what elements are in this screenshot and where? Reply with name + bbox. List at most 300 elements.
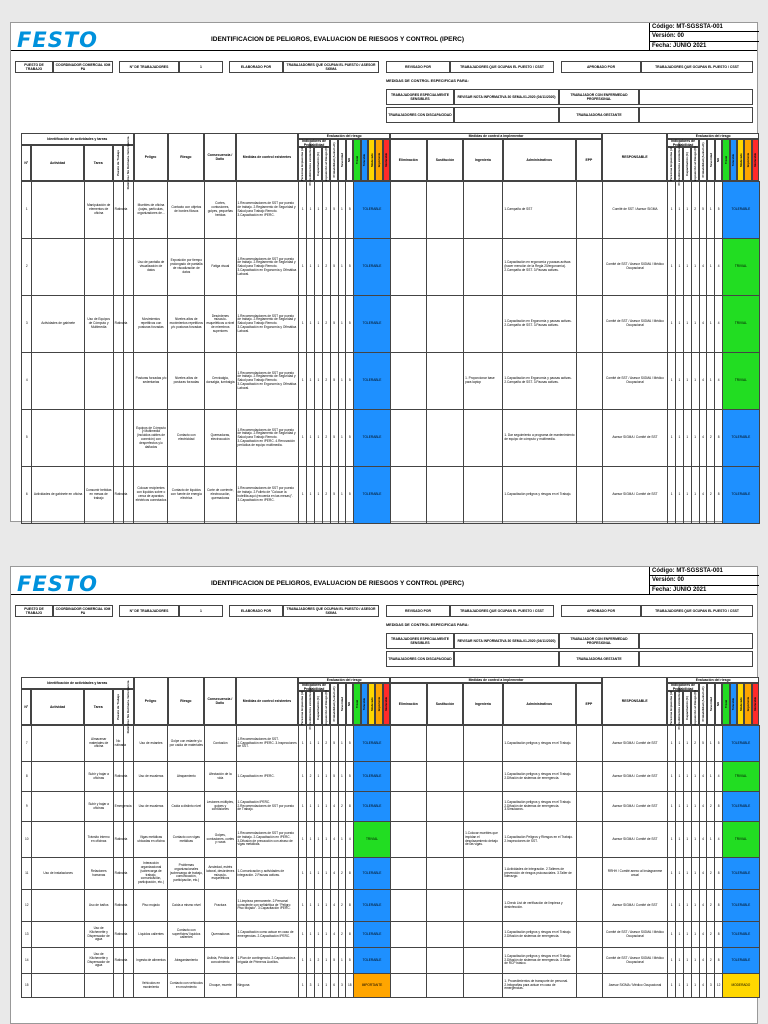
header-level-intolerable-2-label: Intolerable [753,696,758,712]
header-severidad [338,683,346,725]
row-residual-value: 4 [699,296,707,353]
row-eval-value: 5 [346,353,354,410]
row-puesto [113,410,123,467]
header-level-intolerable [383,139,390,181]
row-peligro: Uso de pantalla de visualización de datos [134,239,168,296]
row-residual-value: 8 [715,948,723,974]
row-puesto: Rutinaria [113,858,123,890]
row-number: 15 [22,974,32,998]
header-probabilidad [330,683,338,725]
row-peligro: Uso de estantes [134,726,168,762]
row-administrativos: 1.Capacitación en Ergonomía y pausas activas. 2.Campaña de SST. 3.Pausas activas. [503,353,576,410]
row-ingenieria: 1.Colocar muebles que impidan el desplazamiento debajo de las vigas. [464,822,503,858]
row-medidas: 1.Recomendaciones de SST por puesto de trabajo. 2.Reglamento de Seguridad y Salud para Trabajo Remoto. 3.Capacitación en Ergonomía y Ofimática Laboral. [236,353,299,410]
row-residual-value: 4 [699,922,707,948]
row-consecuencia: Lesiones múltiples, golpes y contusiones [205,792,236,822]
aprobado-label: APROBADO POR [561,605,641,617]
row-puesto [113,353,123,410]
row-eval-value: 5 [346,410,354,467]
medidas-especificas-title: MEDIDAS DE CONTROL ESPECIFICAS PARA: [386,79,469,83]
row-residual-value: 1 [707,182,715,239]
row-eliminacion [390,182,427,239]
row-residual-value: 1 [691,410,699,467]
row-eliminacion [390,726,427,762]
row-residual-value: 1 [676,182,684,239]
row-residual-value: 1 [676,974,684,998]
row-puesto: Rutinaria [113,890,123,922]
row-eval-value: 1 [314,792,322,822]
row-residual-value: 4 [699,948,707,974]
row-eliminacion [390,239,427,296]
header-puesto-label: Puesto de Trabajo [115,694,120,720]
row-eval-value: 5 [346,762,354,792]
row-eval-value: 1 [307,410,315,467]
header-identificacion: Identificación de actividades y tareas [21,133,134,145]
row-epp [576,922,602,948]
row-residual-value: 4 [699,239,707,296]
row-eval-value: 5 [346,182,354,239]
row-puesto: Emergencia [113,792,123,822]
row-eval-value: 1 [307,239,315,296]
row-sustitucion [427,948,464,974]
header-level-intolerable-2 [752,139,759,181]
enfermedad-label: TRABAJADOR CON ENFERMEDAD PROFESIONAL [559,89,639,105]
table-row [22,726,760,762]
header-severidad-2 [707,683,715,725]
header-level-tolerable-2-label: Tolerable [731,153,736,167]
row-riesgo: Niveles altos de movimientos repetitivos y/o posturas forzadas [168,296,205,353]
row-responsable: Asesor SIGMA / Comité de SST [602,762,667,792]
header-probabilidad-2-label: Probabilidad (A+B+C+D) [700,686,705,722]
row-sustitucion [427,822,464,858]
row-actividad [32,182,84,239]
header-level-moderado-2 [737,683,744,725]
row-residual-value: 1 [676,948,684,974]
row-consecuencia: Ansiedad, estrés laboral, desórdenes músculo-esqueléticos [205,858,236,890]
row-riesgo: Atrapamiento [168,762,205,792]
row-medidas: 1.Capacitación como actuar en caso de emergencias. 2.Capacitación IPERC. [236,922,299,948]
header-exposicion-2-label: Exposición al Riesgo (D) [692,690,697,726]
row-residual-value: 4 [715,822,723,858]
table-row [22,890,760,922]
header-riesgo: Riesgo [168,133,205,181]
row-residual-value: 1 [707,726,715,762]
header-level-tolerable-label: Tolerable [362,153,367,167]
header-administrativos: Administrativos [503,683,576,725]
header-eliminacion: Eliminación [390,139,427,181]
header-capacitacion-label: Capacitación (C) [316,152,321,176]
row-sustitucion [427,858,464,890]
row-number: 8 [22,762,32,792]
row-residual-value: 8 [715,858,723,890]
row-eval-value: 4 [330,792,338,822]
row-eval-value: 1 [299,922,307,948]
row-eval-value: 1 [338,296,346,353]
row-eliminacion [390,762,427,792]
row-epp [576,410,602,467]
header-level-intolerable-label: Intolerable [384,696,389,712]
header-puesto [113,145,123,181]
row-residual-value: 1 [683,974,691,998]
header-responsable: RESPONSABLE [602,677,667,725]
aprobado-value: TRABAJADORES QUE OCUPAN EL PUESTO / CSST [641,605,753,617]
row-residual-value: 8 [715,890,723,922]
row-peligro: Uso de escaleras [134,762,168,792]
row-riesgo: Contacto con vigas metálicas [168,822,205,858]
row-residual-value: 2 [707,467,715,524]
row-eval-value: 2 [338,858,346,890]
row-consecuencia: Quemaduras [205,922,236,948]
header-level-trivial-2 [722,683,729,725]
iperc-table [21,725,760,998]
row-residual-value: 2 [691,726,699,762]
row-eliminacion [390,890,427,922]
row-responsable: Comité de SST / Asesor SIGMA / Médico Ocupacional [602,948,667,974]
header-personas-2-label: Personas Expuestas (A) [669,146,674,182]
row-administrativos: 1.Campaña de SST [503,182,576,239]
row-eval-value: 1 [299,353,307,410]
table-row [22,948,760,974]
row-eval-value: 1 [322,792,330,822]
header-probabilidad-label: Probabilidad (A+B+C+D) [331,142,336,178]
row-residual-value: 1 [676,822,684,858]
row-riesgo: Contacto con objetos de bordes filosos [168,182,205,239]
header-level-trivial-label: Trivial [355,155,360,165]
row-puesto: Rutinaria [113,762,123,792]
row-tarea [84,239,113,296]
discapacidad-value [454,107,559,123]
row-eval-value: 1 [299,792,307,822]
row-sustitucion [427,467,464,524]
row-residual-value: 1 [668,974,676,998]
header-nr [346,139,354,181]
row-actividad [32,726,84,762]
row-eval-value: 1 [322,858,330,890]
row-risk-level: TOLERABLE [354,858,391,890]
row-consecuencia: Asfixia, Pérdida de conocimiento [205,948,236,974]
discapacidad-label: TRABAJADORES CON DISCAPACIDAD [386,651,454,667]
row-ingenieria [464,239,503,296]
discapacidad-value [454,651,559,667]
row-residual-value: 1 [668,410,676,467]
header-n: N° [21,689,31,725]
row-residual-level: TOLERABLE [723,948,760,974]
medidas-especificas-title: MEDIDAS DE CONTROL ESPECIFICAS PARA: [386,623,469,627]
header-indicadores-2: Indicadores de Probabilidad [667,683,698,691]
row-epp [576,858,602,890]
row-administrativos: 1.Capacitación en Ergonomía y pausas activas. 2.Campaña de SST. 3.Pausas activas. [503,296,576,353]
row-actividad: Actividades de gabinete [32,296,84,353]
header-administrativos: Administrativos [503,139,576,181]
row-eval-value: 1 [307,948,315,974]
row-residual-value: 2 [707,792,715,822]
n-trabajadores-label: N° DE TRABAJADORES [119,61,179,73]
row-ingenieria [464,974,503,998]
row-risk-level: TOLERABLE [354,239,391,296]
table-row [22,762,760,792]
header-evaluacion: Evaluación del riesgo [298,133,390,139]
row-residual-level: TRIVIAL [723,762,760,792]
row-eval-value: 3 [307,974,315,998]
header-level-trivial [353,683,360,725]
revisado-label: REVISADO POR [386,605,450,617]
row-eval-value: 2 [322,353,330,410]
table-row [22,353,760,410]
enfermedad-value [639,89,753,105]
header-probabilidad-2 [699,683,707,725]
row-eval-value: 1 [314,410,322,467]
row-epp [576,762,602,792]
row-eval-value: 1 [299,762,307,792]
row-eval-value: 1 [314,239,322,296]
gestante-value [639,651,753,667]
row-residual-value: 4 [699,974,707,998]
row-actividad [32,792,84,822]
row-risk-level: TOLERABLE [354,467,391,524]
row-riesgo: Contacto con vehículos en movimiento [168,974,205,998]
row-puesto: Rutinaria [113,822,123,858]
row-actividad [32,239,84,296]
row-actividad [32,353,84,410]
row-responsable: Comité de SST / Asesor SIGMA [602,182,667,239]
row-eval-value: 1 [322,974,330,998]
header-peligro: Peligro [134,677,168,725]
row-sustitucion [427,182,464,239]
header-peligro: Peligro [134,133,168,181]
row-tarea: Uso de Kitchenette y Dispensador de agua [84,922,113,948]
row-medidas: 1.Recomendaciones de SST por puesto de trabajo. 2.Reglamento de Seguridad y Salud para Trabajo Remoto. 3.Capacitación en Ergonomía y Ofimática Laboral. [236,296,299,353]
row-consecuencia: Cortes, contusiones, golpes, pequeñas heridas [205,182,236,239]
row-responsable: Asesor SIGMA / Comité de SST [602,467,667,524]
row-eval-value: 6 [330,974,338,998]
row-residual-value: 1 [691,762,699,792]
festo-logo: FESTO [17,28,98,52]
row-medidas: 1.Capacitación en IPERC. [236,762,299,792]
row-actividad: Actividades de gabinete en oficina [32,467,84,524]
row-residual-value: 8 [715,922,723,948]
row-eval-value: 1 [299,467,307,524]
header-indicadores: Indicadores de Probabilidad [298,683,329,691]
header-nr-2 [715,139,723,181]
revisado-value: TRABAJADORES QUE OCUPAN EL PUESTO / CSST [450,61,554,73]
header-exposicion [322,147,330,181]
sheet-header [11,567,757,595]
header-rutinaria-label: Rutinaria / No Rutinaria / Emergencia [126,680,131,734]
header-level-tolerable-2-label: Tolerable [731,697,736,711]
row-residual-value: 1 [668,948,676,974]
row-peligro: Movimientos repetitivos con posturas forzadas [134,296,168,353]
row-residual-value: 4 [715,353,723,410]
row-sustitucion [427,890,464,922]
header-severidad [338,139,346,181]
row-sustitucion [427,410,464,467]
row-residual-value: 1 [676,726,684,762]
row-eval-value: 5 [330,762,338,792]
row-eval-value: 1 [314,182,322,239]
row-residual-value: 1 [676,296,684,353]
row-epp [576,467,602,524]
row-eval-value: 2 [322,467,330,524]
row-riesgo: Problemas organizacionales (sobrecarga de trabajo, comunicación, participación, etc.) [168,858,205,890]
row-eval-value: 1 [307,822,315,858]
header-procedimientos [306,686,314,730]
row-residual-value: 4 [699,467,707,524]
row-eval-value: 1 [299,822,307,858]
row-number: 1 [22,182,32,239]
row-number: 5 [22,410,32,467]
row-residual-value: 12 [715,974,723,998]
row-residual-value: 1 [676,410,684,467]
header-severidad-label: Severidad [339,152,344,168]
row-residual-value: 1 [691,922,699,948]
header-level-intolerable [383,683,390,725]
header-level-moderado-label: Moderado [369,697,374,711]
row-residual-value: 1 [668,726,676,762]
row-riesgo: Contacto de líquidos con fuente de energía eléctrica [168,467,205,524]
header-level-trivial-label: Trivial [355,699,360,709]
row-residual-value: 1 [676,762,684,792]
header-capacitacion-label: Capacitación (C) [316,696,321,720]
row-residual-value: 8 [715,410,723,467]
header-level-intolerable-label: Intolerable [384,152,389,168]
header-level-importante-label: Importante [377,152,381,168]
row-residual-value: 5 [715,726,723,762]
header-ingenieria: Ingeniería [463,139,502,181]
row-residual-level: TOLERABLE [723,410,760,467]
puesto-label: PUESTO DE TRABAJO [15,605,53,617]
row-ingenieria [464,726,503,762]
row-eval-value: 1 [322,762,330,792]
header-severidad-2-label: Severidad [708,696,713,712]
header-severidad-2-label: Severidad [708,152,713,168]
row-peligro: Ingesta de alimentos [134,948,168,974]
row-residual-value: 4 [699,792,707,822]
row-eval-value: 5 [346,296,354,353]
row-eval-value: 1 [299,296,307,353]
row-eval-value: 1 [307,890,315,922]
header-level-moderado-label: Moderado [369,153,374,167]
row-puesto: Rutinaria [113,296,123,353]
row-medidas: 1.Plan de contingencia. 2.Capacitación a brigada de Primeros Auxilios. [236,948,299,974]
header-rutinaria-label: Rutinaria / No Rutinaria / Emergencia [126,136,131,190]
row-peligro: Interacción organizacional (sobrecarga de trabajo, comunicación, participación, etc.) [134,858,168,890]
row-eval-value: 8 [346,922,354,948]
header-level-importante-2-label: Importante [746,152,750,168]
row-eval-value: 5 [330,948,338,974]
row-responsable: Comité de SST / Asesor SIGMA / Médico Ocupacional [602,353,667,410]
puesto-label: PUESTO DE TRABAJO [15,61,53,73]
header-evaluacion-2: Evaluación del riesgo [667,133,759,139]
elaborado-value: TRABAJADORES QUE OCUPAN EL PUESTO / ASESOR SIGMA [283,61,379,73]
row-eval-value: 5 [346,467,354,524]
row-rutinaria-flag [124,974,134,998]
row-eliminacion [390,858,427,890]
row-residual-value: 2 [691,182,699,239]
header-epp: EPP [576,139,602,181]
row-ingenieria [464,467,503,524]
header-level-importante [375,683,382,725]
row-number: 13 [22,922,32,948]
row-residual-value: 1 [707,353,715,410]
document-version: Versión: 00 [650,32,759,41]
header-personas-2 [667,147,675,181]
row-eval-value: 1 [338,239,346,296]
header-nr-2 [715,683,723,725]
row-residual-value: 1 [668,858,676,890]
row-residual-value: 1 [668,822,676,858]
row-eval-value: 1 [314,353,322,410]
row-tarea: Tránsito interno en oficinas [84,822,113,858]
row-eval-value: 1 [322,822,330,858]
row-risk-level: TOLERABLE [354,296,391,353]
row-eval-value: 5 [330,353,338,410]
row-number: 14 [22,948,32,974]
header-responsable: RESPONSABLE [602,133,667,181]
row-eval-value: 8 [346,890,354,922]
row-sustitucion [427,792,464,822]
row-eval-value: 4 [330,858,338,890]
row-risk-level: TOLERABLE [354,792,391,822]
row-residual-level: TOLERABLE [723,467,760,524]
row-residual-value: 1 [691,792,699,822]
row-residual-value: 1 [676,792,684,822]
row-eval-value: 1 [299,858,307,890]
row-residual-value: 1 [683,726,691,762]
header-personas-2 [667,691,675,725]
header-level-tolerable [361,683,368,725]
row-eval-value: 1 [299,974,307,998]
row-medidas: 1.Comunicación y actividades de integración. 2.Pausas activas. [236,858,299,890]
row-riesgo: Contacto con electricidad [168,410,205,467]
header-level-tolerable-2 [730,139,737,181]
row-residual-value: 4 [699,410,707,467]
row-eval-value: 1 [338,948,346,974]
puesto-value: COORDINADOR COMERCIAL IOM PA [53,61,113,73]
row-residual-value: 1 [683,822,691,858]
elaborado-value: TRABAJADORES QUE OCUPAN EL PUESTO / ASESOR SIGMA [283,605,379,617]
header-puesto [113,689,123,725]
row-eval-value: 8 [346,858,354,890]
row-eval-value: 1 [307,922,315,948]
header-procedimientos [306,142,314,186]
header-level-tolerable-2 [730,683,737,725]
header-probabilidad-2 [699,139,707,181]
row-eval-value: 18 [346,974,354,998]
header-exposicion [322,691,330,725]
row-epp [576,182,602,239]
row-residual-value: 4 [699,890,707,922]
row-residual-value: 1 [691,239,699,296]
row-eliminacion [390,922,427,948]
header-sustitucion: Sustitución [427,683,464,725]
header-procedimientos-2 [675,686,683,730]
row-residual-value: 1 [707,296,715,353]
row-eval-value: 1 [338,182,346,239]
row-eval-value: 2 [322,410,330,467]
row-residual-value: 1 [676,353,684,410]
row-puesto: Rutinaria [113,467,123,524]
row-peligro: Equipos de Cómputo y Multimedia (incluidos cables de conexión) con desperfectos y/o dañados [134,410,168,467]
row-medidas: 1.Recomendaciones de SST por puesto de trabajo. 2.Reglamento de Seguridad y Salud para Trabajo Remoto. 3.Capacitación en IPERC. [236,182,299,239]
header-probabilidad-2-label: Probabilidad (A+B+C+D) [700,142,705,178]
row-risk-level: TOLERABLE [354,410,391,467]
row-eliminacion [390,410,427,467]
header-sustitucion: Sustitución [427,139,464,181]
revisado-label: REVISADO POR [386,61,450,73]
row-residual-value: 1 [683,858,691,890]
row-sustitucion [427,296,464,353]
row-epp [576,792,602,822]
